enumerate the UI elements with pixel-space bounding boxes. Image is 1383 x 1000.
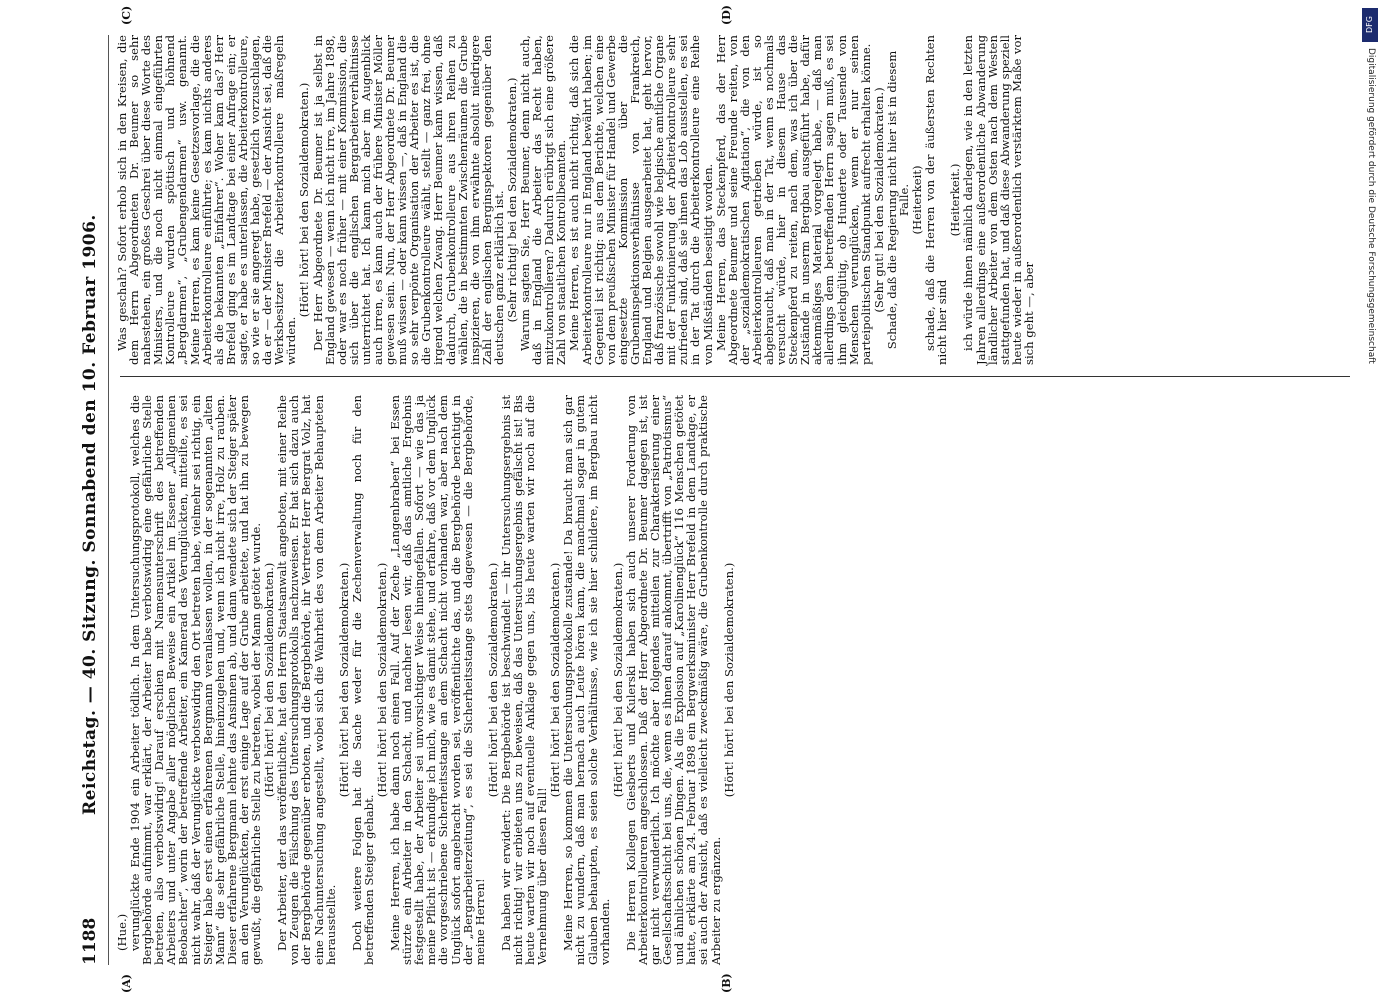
interjection: (Hört! hört! bei den Sozialdemokraten.) xyxy=(721,562,736,798)
paragraph: Meine Herren, ich habe dann noch einen Fall. Auf der Zeche „Langenbraben“ bei Essen stürzte ein Arbeiter in den Schacht, und nachher lesen wir, daß das amtliche Ergebnis festgestellt habe, der Arbeiter sei unvorsichtiger Weise hineingefallen. Sofort — wie das ja meine Pflicht ist — erkundige ich mich, wie es damit stehe, und erfahre, daß vor dem Unglück die vorgeschriebene Sicherheitsstange an dem Schacht nicht vorhanden war, aber nach dem Unglück sofort angebracht worden sei, veröffentlichte das, und die Bergbehörde berichtigt in der „Bergarbeiterzeitung“, es sei die Sicherheitsstange stets dagewesen — die Bergbehörde, meine Herren! xyxy=(388,395,487,965)
interjection: (Heiterkeit.) xyxy=(948,163,963,237)
interjection: (Hört! hört! bei den Sozialdemokraten.) xyxy=(297,82,312,318)
paragraph: Der Arbeiter, der das veröffentlichte, hat den Herrn Staatsanwalt angeboten, mit einer Reihe von Zeugen die Fälschung des Untersuchungsprotokolls nachzuweisen. Er hat sich dazu auch der Bergbehörde gegenüber erboten, und die Bergbehörde, ihr Vertreter Herr Bergrat Volz, hat eine Nachuntersuchung angestellt, wobei sich die Wahrheit des von dem Arbeiter Behaupteten herausstellte. xyxy=(275,395,338,965)
interjection: (Heiterkeit) xyxy=(910,165,925,235)
margin-marker-b: (B) xyxy=(720,973,733,993)
margin-marker-a: (A) xyxy=(120,974,133,993)
page-header xyxy=(80,35,106,965)
paragraph: ich würde ihnen nämlich darlegen, wie in den letzten Jahren allerdings eine außerordentliche Abwanderung ländlicher Arbeiter von dem Osten nach dem Westen stattgefunden hat, und daß diese Abwanderung speziell heute wieder in außerordentlich verstärktem Maße vor sich geht —, aber xyxy=(961,35,1036,365)
page-number: 1188 xyxy=(80,917,100,965)
digitization-credit: Digitalisierung gefördert durch die Deutsche Forschungsgemeinschaft xyxy=(1366,48,1376,364)
paragraph: Da haben wir erwidert: Die Bergbehörde ist beschwindelt — ihr Untersuchungsergebnis ist nicht richtig! wir erbieten uns zu beweisen, daß das Untersuchungsergebnis gefälscht ist! Bis heute warten wir noch auf eventuelle Anklage gegen uns, bis heute warten wir noch auf die Vernehmung über diesen Fall! xyxy=(498,395,550,965)
interjection: (Hört! hört! bei den Sozialdemokraten.) xyxy=(485,562,500,798)
paragraph: Meine Herren, es ist auch nicht richtig, daß sich die Arbeiterkontrolleure nur in England bewährt haben; im Gegenteil ist richtig: aus dem Berichte, welchen eine von dem preußischen Minister für Handel und Gewerbe eingesetzte Kommission über die Grubeninspektionsverhältnisse von Frankreich, England und Belgien ausgearbeitet hat, geht hervor, daß französische sowohl wie belgische amtliche Organe mit der Funktionierung der Arbeiterkontrolleure sehr zufrieden sind, daß sie ihnen das Lob ausstellen, es sei in der Tat durch die Arbeiterkontrolleure eine Reihe von Mißständen beseitigt worden. xyxy=(567,35,715,365)
column-rule xyxy=(120,376,1350,377)
interjection: (Hört! hört! bei den Sozialdemokraten.) xyxy=(610,562,625,798)
paragraph: verunglückte Ende 1904 ein Arbeiter tödlich. In dem Untersuchungsprotokoll, welches die Bergbehörde aufnimmt, war erklärt, der Arbeiter habe verbotswidrig eine gefährliche Stelle betreten, also verbotswidrig! Darauf erschien mit Namensunterschrift des betreffenden Arbeiters und unter Angabe aller möglichen Beweise ein Artikel im Essener „Allgemeinen Beobachter“, worin der betreffende Arbeiter, ein Kamerad des Verunglückten, mitteilte, es sei nicht wahr, daß der Verunglückte verbotswidrig den Ort betreten habe, vielmehr sei richtig, ein Steiger habe erst einen erfahrenen Bergmann veranlassen wollen, in der sogenannten „alten Mann“ die sehr gefährliche Stelle, hineinzugehen und, wenn ich nicht irre, Holz zu rauben. Dieser erfahrene Bergmann lehnte das Ansinnen ab, und dann wendete sich der Steiger später an den Verunglückten, der erst einige Lage auf der Grube arbeitete, und hat ihn zu bewegen gewußt, die gefährliche Stelle zu betreten, wobei der Mann getötet wurde. xyxy=(128,395,264,965)
interjection: Schade, daß die Regierung nicht hier ist in diesem Falle. xyxy=(884,50,911,350)
dfg-logo: DFG xyxy=(1362,8,1378,42)
interjection: (Hört! hört! bei den Sozialdemokraten.) xyxy=(374,562,389,798)
speaker-label: (Hue.) xyxy=(115,913,129,951)
header-rule xyxy=(108,35,109,965)
interjection: (Sehr richtig! bei den Sozialdemokraten.) xyxy=(505,77,519,323)
paragraph: schade, daß die Herren von der äußersten Rechten nicht hier sind xyxy=(923,35,950,365)
margin-marker-c: (C) xyxy=(120,5,133,25)
interjection: (Hört! hört! bei den Sozialdemokraten.) xyxy=(262,562,277,798)
page-title: Reichstag. — 40. Sitzung. Sonnabend den 10. Februar 1906. xyxy=(80,214,100,815)
paragraph: Meine Herren, so kommen die Untersuchungsprotokolle zustande! Da braucht man sich gar nicht zu wundern, daß man hernach auch Leute hören kann, die manchmal sogar in gutem Glauben behaupten, es seien solche Verhältnisse, wie ich sie hier schildere, im Bergbau nicht vorhanden. xyxy=(561,395,612,965)
rotated-document-page xyxy=(80,5,1350,993)
interjection: (Hört! hört! bei den Sozialdemokraten.) xyxy=(548,562,563,798)
paragraph: Der Herr Abgeordnete Dr. Beumer ist ja selbst in England gewesen — wenn ich nicht irre, im Jahre 1898, oder war es noch früher — mit einer Kommission, die sich über die englischen Bergarbeiterverhältnisse unterrichtet hat. Ich kann mich aber im Augenblick auch irren, es kann auch der frühere Minister Möller gewesen sein. Nun, der Herr Abgeordnete Dr. Beumer muß wissen — oder kann wissen —, daß in England die so sehr verpönte Organisation der Arbeiter es ist, die die Grubenkontrolleure wählt, stellt — ganz frei, ohne irgend welchen Zwang. Herr Beumer kann wissen, daß dadurch, Grubenkontrolleure aus ihren Reihen zu wählen, die in bestimmten Zwischenräumen die Grube inspizieren, die von ihm erwähnte absolut niedrigere Zahl der englischen Berginspektoren gegenüber den deutschen ganz erklärlich ist. xyxy=(310,35,506,365)
paragraph: Was geschah? Sofort erhob sich in den Kreisen, die dem Herrn Abgeordneten Dr. Beumer so sehr nahestehen, ein großes Geschrei über diese Worte des Ministers, und die noch nicht einmal eingeführten Kontrolleure wurden spöttisch und höhnend „Bergdarmen“, „Grubengendarmen“ usw. genannt. Meine Herren, es kam keine Gesetzesvorlage, die die Arbeiterkontrolleure einführte; es kam nichts anderes als die bekannten „Einfahrer“. Woher kam das? Herr Brefeld ging es im Landtage bei einer Anfrage ein; er sagte, er habe es unterlassen, die Arbeiterkontrolleure, so wie er sie angeregt habe, gesetzlich vorzuschlagen, da er — der Minister Brefeld — der Ansicht sei, daß die Werksbesitzer die Arbeiterkontrolleure maßregeln würden. xyxy=(115,35,299,365)
left-column xyxy=(116,395,736,965)
interjection: (Hört! hört! bei den Sozialdemokraten.) xyxy=(336,562,351,798)
margin-marker-d: (D) xyxy=(720,5,733,25)
paragraph: Doch weitere Folgen hat die Sache weder für die Zechenverwaltung noch für den betreffenden Steiger gehabt. xyxy=(349,395,376,965)
paragraph: Die Herren Kollegen Giesberts und Kulerski haben sich auch unserer Forderung von Arbeiterkontrolleuren angeschlossen. Daß der Herr Abgeordnete Dr. Beumer dagegen ist, ist gar nicht verwunderlich. Ich möchte aber folgendes mitteilen zur Charakterisierung einer Gesellschaftsschicht bei uns, die, wenn es ihnen darauf ankommt, übertrifft von „Patriotismus“ und ähnlichen schönen Dingen. Als die Explosion auf „Karolinenglück“ 116 Menschen getötet hatte, erklärte am 24. Februar 1898 ein Bergwerksminister Herr Brefeld in dem Landtage, er sei auch der Ansicht, daß es vielleicht zweckmäßig wäre, die Grubenkontrolle durch praktische Arbeiter zu ergänzen. xyxy=(623,395,723,965)
paragraph: Meine Herren, das Steckenpferd, das der Herr Abgeordnete Beumer und seine Freunde reiten, von der „sozialdemokratischen Agitation“, die von den Arbeiterkontrolleuren getrieben würde, ist so abgebraucht, daß man in der Tat, wenn es nochmals versucht würde, hier in diesem Hause das Steckenpferd zu reiten, nach dem, was ich über die Zustände in unserm Bergbau ausgeführt habe, dafür aktenmäßiges Material vorgelegt habe, — daß man allerdings dem betreffenden Herrn sagen muß, es sei ihm gleichgültig, ob Hunderte oder Tausende von Menschen verunglücken, wenn er nur seinen parteipolitischen Standpunkt aufrecht erhalten könne. xyxy=(713,35,873,365)
right-column xyxy=(116,35,1036,365)
paragraph: Warum sagten Sie, Herr Beumer, denn nicht auch, daß in England die Arbeiter das Recht haben, mitzukontrollieren? Dadurch erübrigt sich eine größere Zahl von staatlichen Kontrollbeamten. xyxy=(518,35,569,365)
interjection: (Sehr gut! bei den Sozialdemokraten.) xyxy=(871,87,886,313)
